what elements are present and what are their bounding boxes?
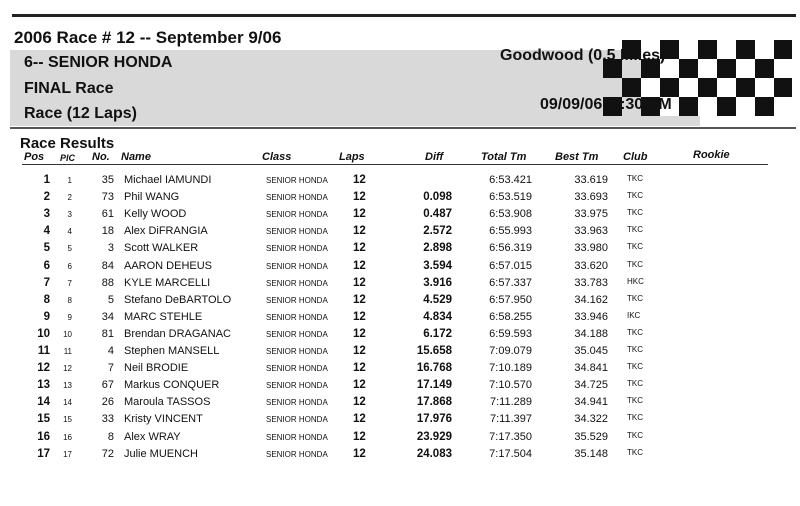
table-row	[0, 394, 800, 411]
col-name: Name	[121, 151, 151, 163]
flag-square	[774, 40, 792, 59]
row-total-time: 6:53.908	[489, 208, 532, 221]
col-pic: PIC	[60, 153, 76, 163]
row-total-time: 6:57.337	[489, 276, 532, 289]
row-pic: 4	[67, 227, 72, 237]
table-row	[0, 343, 800, 360]
track-name: Goodwood (0.5 Miles)	[500, 47, 666, 64]
row-diff: 0.487	[423, 208, 452, 221]
row-club: TKC	[627, 225, 643, 235]
row-class: SENIOR HONDA	[266, 210, 328, 220]
row-pos: 15	[37, 413, 50, 426]
row-driver-name: Stephen MANSELL	[124, 345, 220, 357]
row-club: TKC	[627, 191, 643, 201]
row-pic: 9	[67, 312, 72, 322]
row-total-time: 7:10.570	[489, 379, 532, 392]
class-heading: 6-- SENIOR HONDA	[24, 54, 173, 71]
row-number: 34	[101, 310, 114, 323]
row-best-time: 33.946	[574, 310, 608, 323]
flag-square	[679, 78, 698, 97]
row-best-time: 33.980	[574, 242, 608, 255]
flag-square	[679, 97, 698, 116]
row-class: SENIOR HONDA	[266, 364, 328, 374]
flag-square	[755, 59, 774, 78]
row-laps: 12	[353, 345, 366, 357]
row-best-time: 33.783	[574, 276, 608, 289]
row-number: 5	[107, 293, 114, 306]
row-diff: 2.572	[423, 225, 452, 238]
row-club: TKC	[627, 430, 643, 440]
row-pic: 6	[67, 261, 72, 271]
race-type: FINAL Race	[24, 80, 114, 97]
row-pos: 17	[37, 447, 50, 460]
row-pic: 3	[67, 210, 72, 220]
flag-square	[774, 78, 792, 97]
col-no: No.	[92, 151, 110, 163]
row-diff: 3.916	[423, 276, 452, 289]
row-diff: 6.172	[423, 327, 452, 340]
row-laps: 12	[353, 327, 366, 340]
row-pic: 2	[67, 193, 72, 203]
table-row	[0, 309, 800, 326]
row-club: TKC	[627, 327, 643, 337]
row-total-time: 6:53.421	[489, 174, 532, 186]
row-driver-name: Brendan DRAGANAC	[124, 327, 231, 340]
row-best-time: 34.941	[574, 396, 608, 409]
row-pic: 1	[67, 176, 72, 185]
row-total-time: 7:11.397	[489, 413, 532, 426]
row-club: HKC	[627, 276, 644, 286]
row-best-time: 35.045	[574, 345, 608, 357]
row-laps: 12	[353, 362, 366, 375]
flag-square	[755, 97, 774, 116]
flag-square	[717, 59, 736, 78]
row-pos: 10	[37, 327, 50, 340]
row-best-time: 34.725	[574, 379, 608, 392]
row-pos: 3	[43, 208, 50, 221]
col-rookie: Rookie	[693, 149, 730, 161]
row-pos: 6	[43, 259, 50, 272]
col-diff: Diff	[425, 151, 444, 163]
row-number: 26	[101, 396, 114, 409]
row-club: TKC	[627, 413, 643, 423]
row-driver-name: MARC STEHLE	[124, 310, 203, 323]
row-laps: 12	[353, 310, 366, 323]
row-diff: 17.976	[416, 413, 452, 426]
row-laps: 12	[353, 259, 366, 272]
row-class: SENIOR HONDA	[266, 381, 328, 391]
row-driver-name: Julie MUENCH	[124, 447, 198, 460]
row-club: TKC	[627, 447, 643, 457]
row-total-time: 6:55.993	[489, 225, 532, 238]
table-row	[0, 172, 800, 189]
row-class: SENIOR HONDA	[266, 449, 328, 459]
table-row	[0, 223, 800, 240]
row-total-time: 6:58.255	[489, 310, 532, 323]
flag-square	[679, 40, 698, 59]
row-driver-name: Maroula TASSOS	[124, 396, 211, 409]
table-row	[0, 240, 800, 257]
row-pic: 8	[67, 295, 72, 305]
row-best-time: 33.619	[574, 174, 608, 186]
row-best-time: 33.620	[574, 259, 608, 272]
row-number: 7	[107, 362, 114, 375]
top-rule	[12, 14, 796, 17]
row-number: 4	[107, 345, 114, 357]
row-total-time: 7:17.504	[489, 447, 532, 460]
row-diff: 17.149	[416, 379, 452, 392]
flag-square	[755, 78, 774, 97]
row-club: TKC	[627, 174, 643, 183]
flag-square	[736, 59, 755, 78]
row-club: TKC	[627, 242, 643, 252]
row-best-time: 34.162	[574, 293, 608, 306]
row-diff: 4.529	[423, 293, 452, 306]
row-class: SENIOR HONDA	[266, 312, 328, 322]
race-laps: Race (12 Laps)	[24, 105, 137, 122]
row-diff: 24.083	[416, 447, 452, 460]
row-number: 35	[101, 174, 114, 186]
row-number: 88	[101, 276, 114, 289]
row-driver-name: AARON DEHEUS	[124, 259, 213, 272]
row-number: 8	[107, 430, 114, 443]
row-club: IKC	[627, 310, 641, 320]
col-club: Club	[623, 151, 648, 163]
row-club: TKC	[627, 379, 643, 389]
row-class: SENIOR HONDA	[266, 432, 328, 442]
row-club: TKC	[627, 259, 643, 269]
row-pos: 11	[37, 345, 50, 357]
row-pos: 16	[37, 430, 50, 443]
flag-square	[698, 59, 717, 78]
row-number: 81	[101, 327, 114, 340]
header-rule	[10, 127, 796, 129]
row-pos: 9	[43, 310, 50, 323]
row-pos: 4	[43, 225, 50, 238]
flag-square	[774, 97, 792, 116]
row-best-time: 35.148	[574, 447, 608, 460]
row-laps: 12	[353, 242, 366, 255]
row-laps: 12	[353, 225, 366, 238]
row-pos: 5	[43, 242, 50, 255]
row-laps: 12	[353, 293, 366, 306]
flag-square	[717, 78, 736, 97]
row-number: 67	[101, 379, 114, 392]
flag-square	[698, 97, 717, 116]
row-pos: 2	[43, 191, 50, 204]
row-pic: 12	[63, 364, 72, 374]
row-driver-name: Alex DiFRANGIA	[124, 225, 208, 238]
table-row	[0, 206, 800, 223]
row-number: 84	[101, 259, 114, 272]
row-pic: 13	[63, 381, 72, 391]
race-date: 09/09/06	[540, 96, 603, 113]
row-number: 3	[107, 242, 114, 255]
row-laps: 12	[353, 174, 366, 186]
row-driver-name: Alex WRAY	[124, 430, 181, 443]
table-row	[0, 258, 800, 275]
row-laps: 12	[353, 413, 366, 426]
row-class: SENIOR HONDA	[266, 415, 328, 425]
row-best-time: 35.529	[574, 430, 608, 443]
row-pic: 17	[63, 449, 72, 459]
row-pic: 10	[63, 329, 72, 339]
flag-square	[774, 59, 792, 78]
row-club: TKC	[627, 396, 643, 406]
flag-square	[736, 78, 755, 97]
row-diff: 2.898	[423, 242, 452, 255]
section-title: Race Results	[20, 135, 115, 152]
col-laps: Laps	[339, 151, 365, 163]
row-diff: 17.868	[416, 396, 452, 409]
row-number: 18	[101, 225, 114, 238]
row-pic: 16	[63, 432, 72, 442]
row-class: SENIOR HONDA	[266, 295, 328, 305]
table-row	[0, 326, 800, 343]
row-class: SENIOR HONDA	[266, 347, 328, 356]
row-driver-name: Neil BRODIE	[124, 362, 189, 375]
flag-square	[755, 40, 774, 59]
row-total-time: 6:57.015	[489, 259, 532, 272]
row-best-time: 33.693	[574, 191, 608, 204]
row-total-time: 6:57.950	[489, 293, 532, 306]
flag-square	[736, 97, 755, 116]
col-best: Best Tm	[555, 151, 599, 163]
row-pos: 1	[43, 174, 50, 186]
race-title: 2006 Race # 12 -- September 9/06	[14, 28, 282, 47]
row-total-time: 6:56.319	[489, 242, 532, 255]
flag-square	[717, 97, 736, 116]
row-diff: 16.768	[416, 362, 452, 375]
row-pos: 12	[37, 362, 50, 375]
col-class: Class	[262, 151, 292, 163]
row-laps: 12	[353, 191, 366, 204]
table-row	[0, 360, 800, 377]
row-pic: 15	[63, 415, 72, 425]
col-pos: Pos	[24, 151, 45, 163]
row-number: 33	[101, 413, 114, 426]
row-driver-name: Phil WANG	[124, 191, 180, 204]
table-row	[0, 292, 800, 309]
row-class: SENIOR HONDA	[266, 278, 328, 288]
row-driver-name: Kelly WOOD	[124, 208, 187, 221]
row-best-time: 33.975	[574, 208, 608, 221]
flag-square	[698, 78, 717, 97]
row-total-time: 7:17.350	[489, 430, 532, 443]
flag-square	[679, 59, 698, 78]
column-rule	[22, 164, 768, 165]
row-pic: 5	[67, 244, 72, 254]
race-time: 4:30 PM	[611, 96, 672, 113]
table-row	[0, 377, 800, 394]
row-driver-name: Markus CONQUER	[124, 379, 220, 392]
row-diff: 4.834	[423, 310, 452, 323]
row-class: SENIOR HONDA	[266, 244, 328, 254]
flag-square	[698, 40, 717, 59]
flag-square	[717, 40, 736, 59]
row-class: SENIOR HONDA	[266, 193, 328, 203]
row-best-time: 34.841	[574, 362, 608, 375]
row-total-time: 7:09.079	[489, 345, 532, 357]
row-diff: 0.098	[423, 191, 452, 204]
row-club: TKC	[627, 293, 643, 303]
table-row	[0, 275, 800, 292]
flag-square	[622, 78, 641, 97]
row-class: SENIOR HONDA	[266, 176, 328, 185]
row-pos: 14	[37, 396, 50, 409]
flag-square	[736, 40, 755, 59]
flag-square	[641, 78, 660, 97]
row-pic: 14	[63, 398, 72, 408]
row-class: SENIOR HONDA	[266, 227, 328, 237]
row-class: SENIOR HONDA	[266, 261, 328, 271]
table-row	[0, 189, 800, 206]
row-total-time: 6:53.519	[489, 191, 532, 204]
row-diff: 15.658	[416, 345, 452, 357]
row-best-time: 34.188	[574, 327, 608, 340]
row-total-time: 7:10.189	[489, 362, 532, 375]
row-number: 73	[101, 191, 114, 204]
row-club: TKC	[627, 362, 643, 372]
col-total: Total Tm	[481, 151, 527, 163]
row-driver-name: Kristy VINCENT	[124, 413, 203, 426]
row-club: TKC	[627, 345, 643, 354]
row-driver-name: KYLE MARCELLI	[124, 276, 211, 289]
row-laps: 12	[353, 447, 366, 460]
row-laps: 12	[353, 379, 366, 392]
row-diff: 3.594	[423, 259, 452, 272]
row-driver-name: Scott WALKER	[124, 242, 199, 255]
row-best-time: 34.322	[574, 413, 608, 426]
row-class: SENIOR HONDA	[266, 398, 328, 408]
race-datetime	[540, 96, 672, 114]
row-club: TKC	[627, 208, 643, 218]
table-row	[0, 411, 800, 428]
row-pos: 8	[43, 293, 50, 306]
row-class: SENIOR HONDA	[266, 329, 328, 339]
row-driver-name: Michael IAMUNDI	[124, 174, 212, 186]
table-row	[0, 429, 800, 446]
row-total-time: 7:11.289	[489, 396, 532, 409]
table-row	[0, 446, 800, 463]
row-pos: 13	[37, 379, 50, 392]
row-number: 72	[101, 447, 114, 460]
row-pic: 7	[67, 278, 72, 288]
row-pos: 7	[43, 276, 50, 289]
row-pic: 11	[63, 347, 72, 356]
row-best-time: 33.963	[574, 225, 608, 238]
row-number: 61	[101, 208, 114, 221]
row-laps: 12	[353, 208, 366, 221]
row-laps: 12	[353, 396, 366, 409]
flag-square	[660, 78, 679, 97]
row-driver-name: Stefano DeBARTOLO	[124, 293, 232, 306]
row-diff: 23.929	[416, 430, 452, 443]
row-laps: 12	[353, 276, 366, 289]
row-laps: 12	[353, 430, 366, 443]
row-total-time: 6:59.593	[489, 327, 532, 340]
